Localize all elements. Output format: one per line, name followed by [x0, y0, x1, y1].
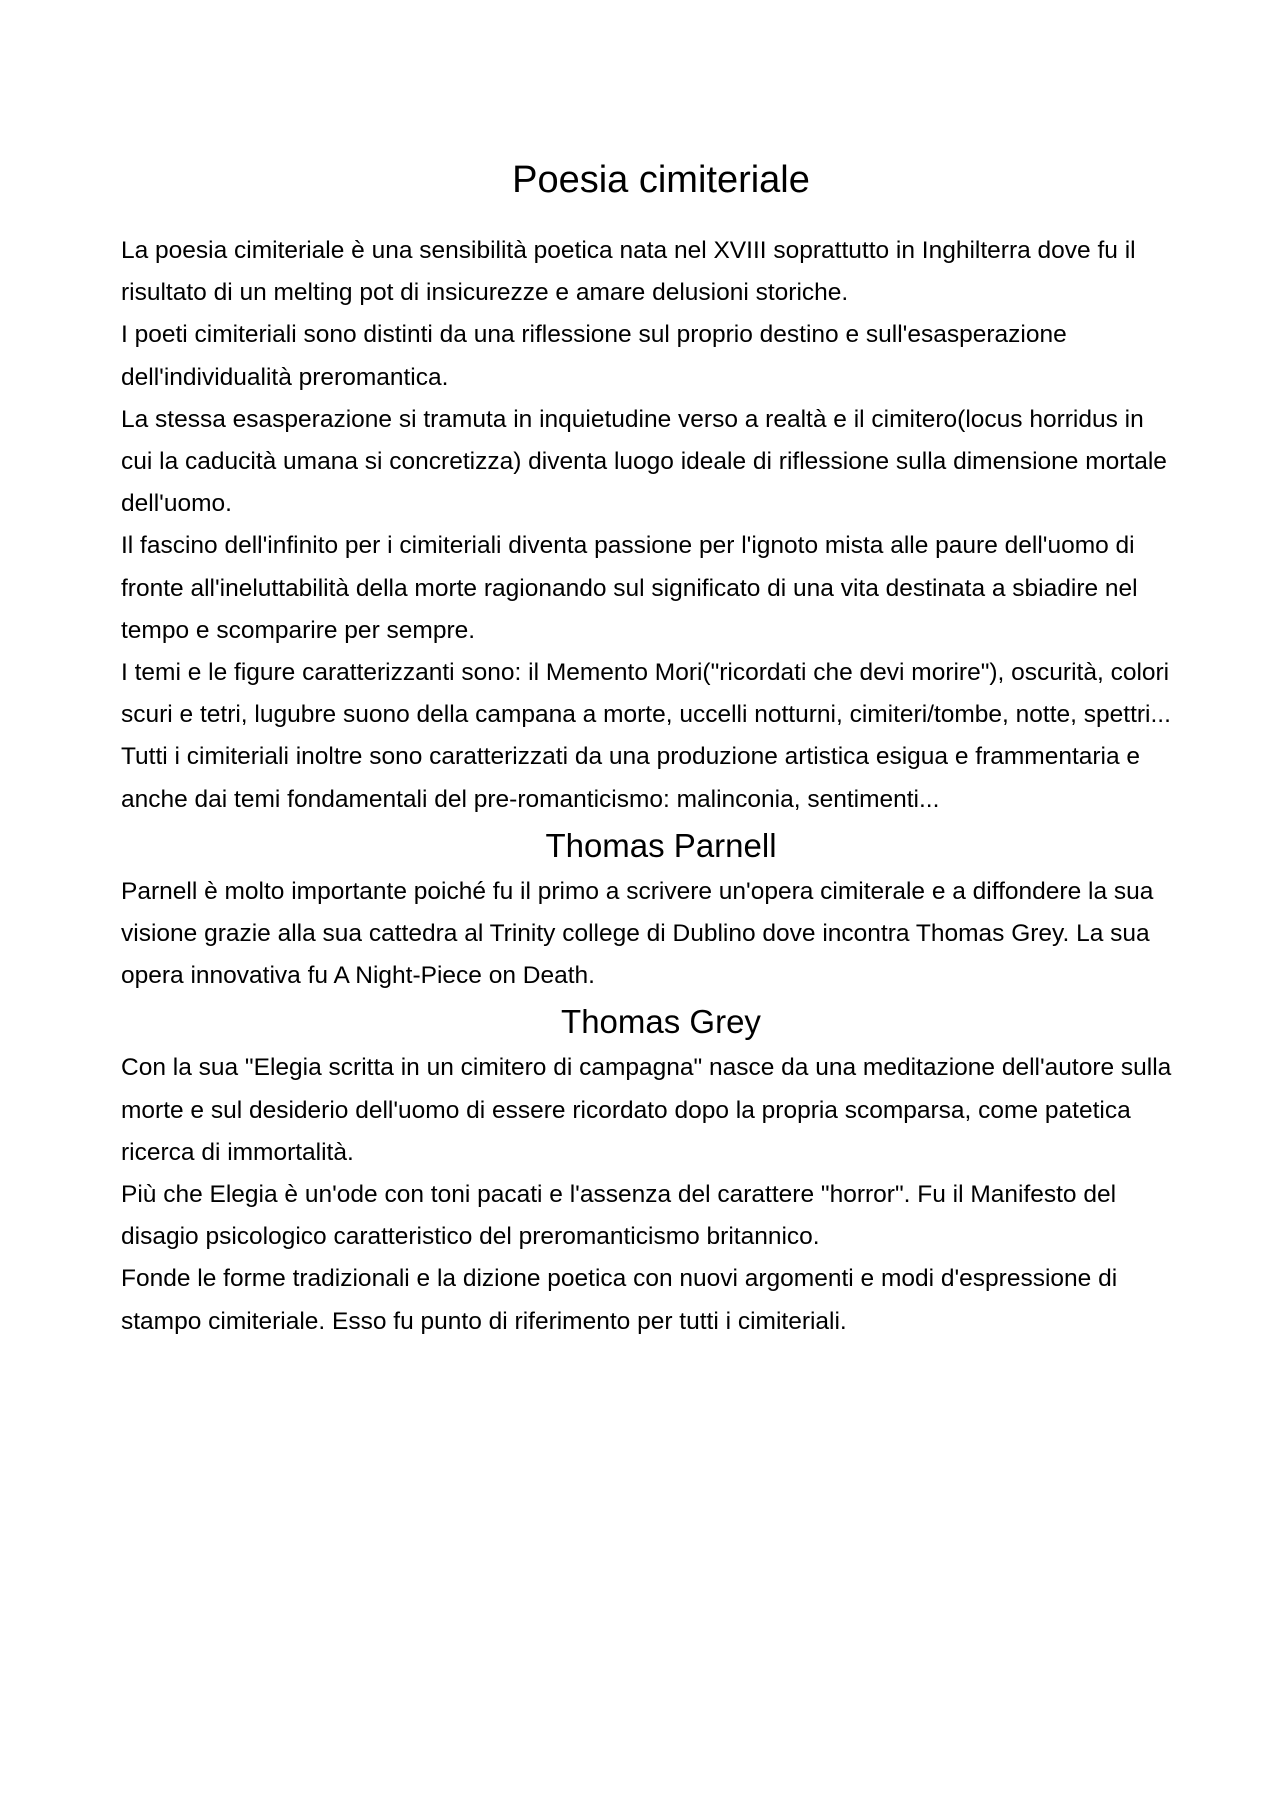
- document-body: [121, 150, 1181, 1343]
- section-heading-grey: Thomas Grey: [561, 1003, 761, 1041]
- intro-paragraph: I poeti cimiteriali sono distinti da una riflessione sul proprio destino e sull'esasperazione dell'individualità preromantica.: [121, 321, 1067, 391]
- intro-paragraph: I temi e le figure caratterizzanti sono: il Memento Mori("ricordati che devi morire"), oscurità, colori scuri e tetri, lugubre suono della campana a morte, uccelli notturni, cimiteri/tombe, notte, spettri...: [121, 659, 1171, 729]
- intro-paragraph: La poesia cimiteriale è una sensibilità poetica nata nel XVIII soprattutto in Inghilterra dove fu il risultato di un melting pot di insicurezze e amare delusioni storiche.: [121, 237, 1136, 307]
- parnell-paragraph: Parnell è molto importante poiché fu il primo a scrivere un'opera cimiterale e a diffondere la sua visione grazie alla sua cattedra al Trinity college di Dublino dove incontra Thomas Grey. La sua opera innovativa fu A Night-Piece on Death.: [121, 877, 1154, 990]
- intro-paragraph: La stessa esasperazione si tramuta in inquietudine verso a realtà e il cimitero(locus horridus in cui la caducità umana si concretizza) diventa luogo ideale di riflessione sulla dimensione mortale dell'uomo.: [121, 405, 1167, 518]
- grey-paragraph: Con la sua "Elegia scritta in un cimitero di campagna" nasce da una meditazione dell'autore sulla morte e sul desiderio dell'uomo di essere ricordato dopo la propria scomparsa, come patetica ricerca di immortalità.: [121, 1054, 1172, 1166]
- intro-paragraph: Il fascino dell'infinito per i cimiteriali diventa passione per l'ignoto mista alle paure dell'uomo di fronte all'ineluttabilità della morte ragionando sul significato di una vita destinata a sbiadire nel tempo e scomparire per sempre.: [121, 532, 1138, 644]
- grey-paragraph: Più che Elegia è un'ode con toni pacati e l'assenza del carattere "horror". Fu il Manifesto del disagio psicologico caratteristico del preromanticismo britannico.: [121, 1181, 1117, 1251]
- section-heading-parnell: Thomas Parnell: [545, 826, 777, 864]
- intro-paragraph: Tutti i cimiteriali inoltre sono caratterizzati da una produzione artistica esigua e frammentaria e anche dai temi fondamentali del pre-romanticismo: malinconia, sentimenti...: [121, 743, 1141, 813]
- document-title: Poesia cimiteriale: [512, 159, 810, 201]
- grey-paragraph: Fonde le forme tradizionali e la dizione poetica con nuovi argomenti e modi d'espressione di stampo cimiteriale. Esso fu punto di riferimento per tutti i cimiteriali.: [121, 1265, 1118, 1335]
